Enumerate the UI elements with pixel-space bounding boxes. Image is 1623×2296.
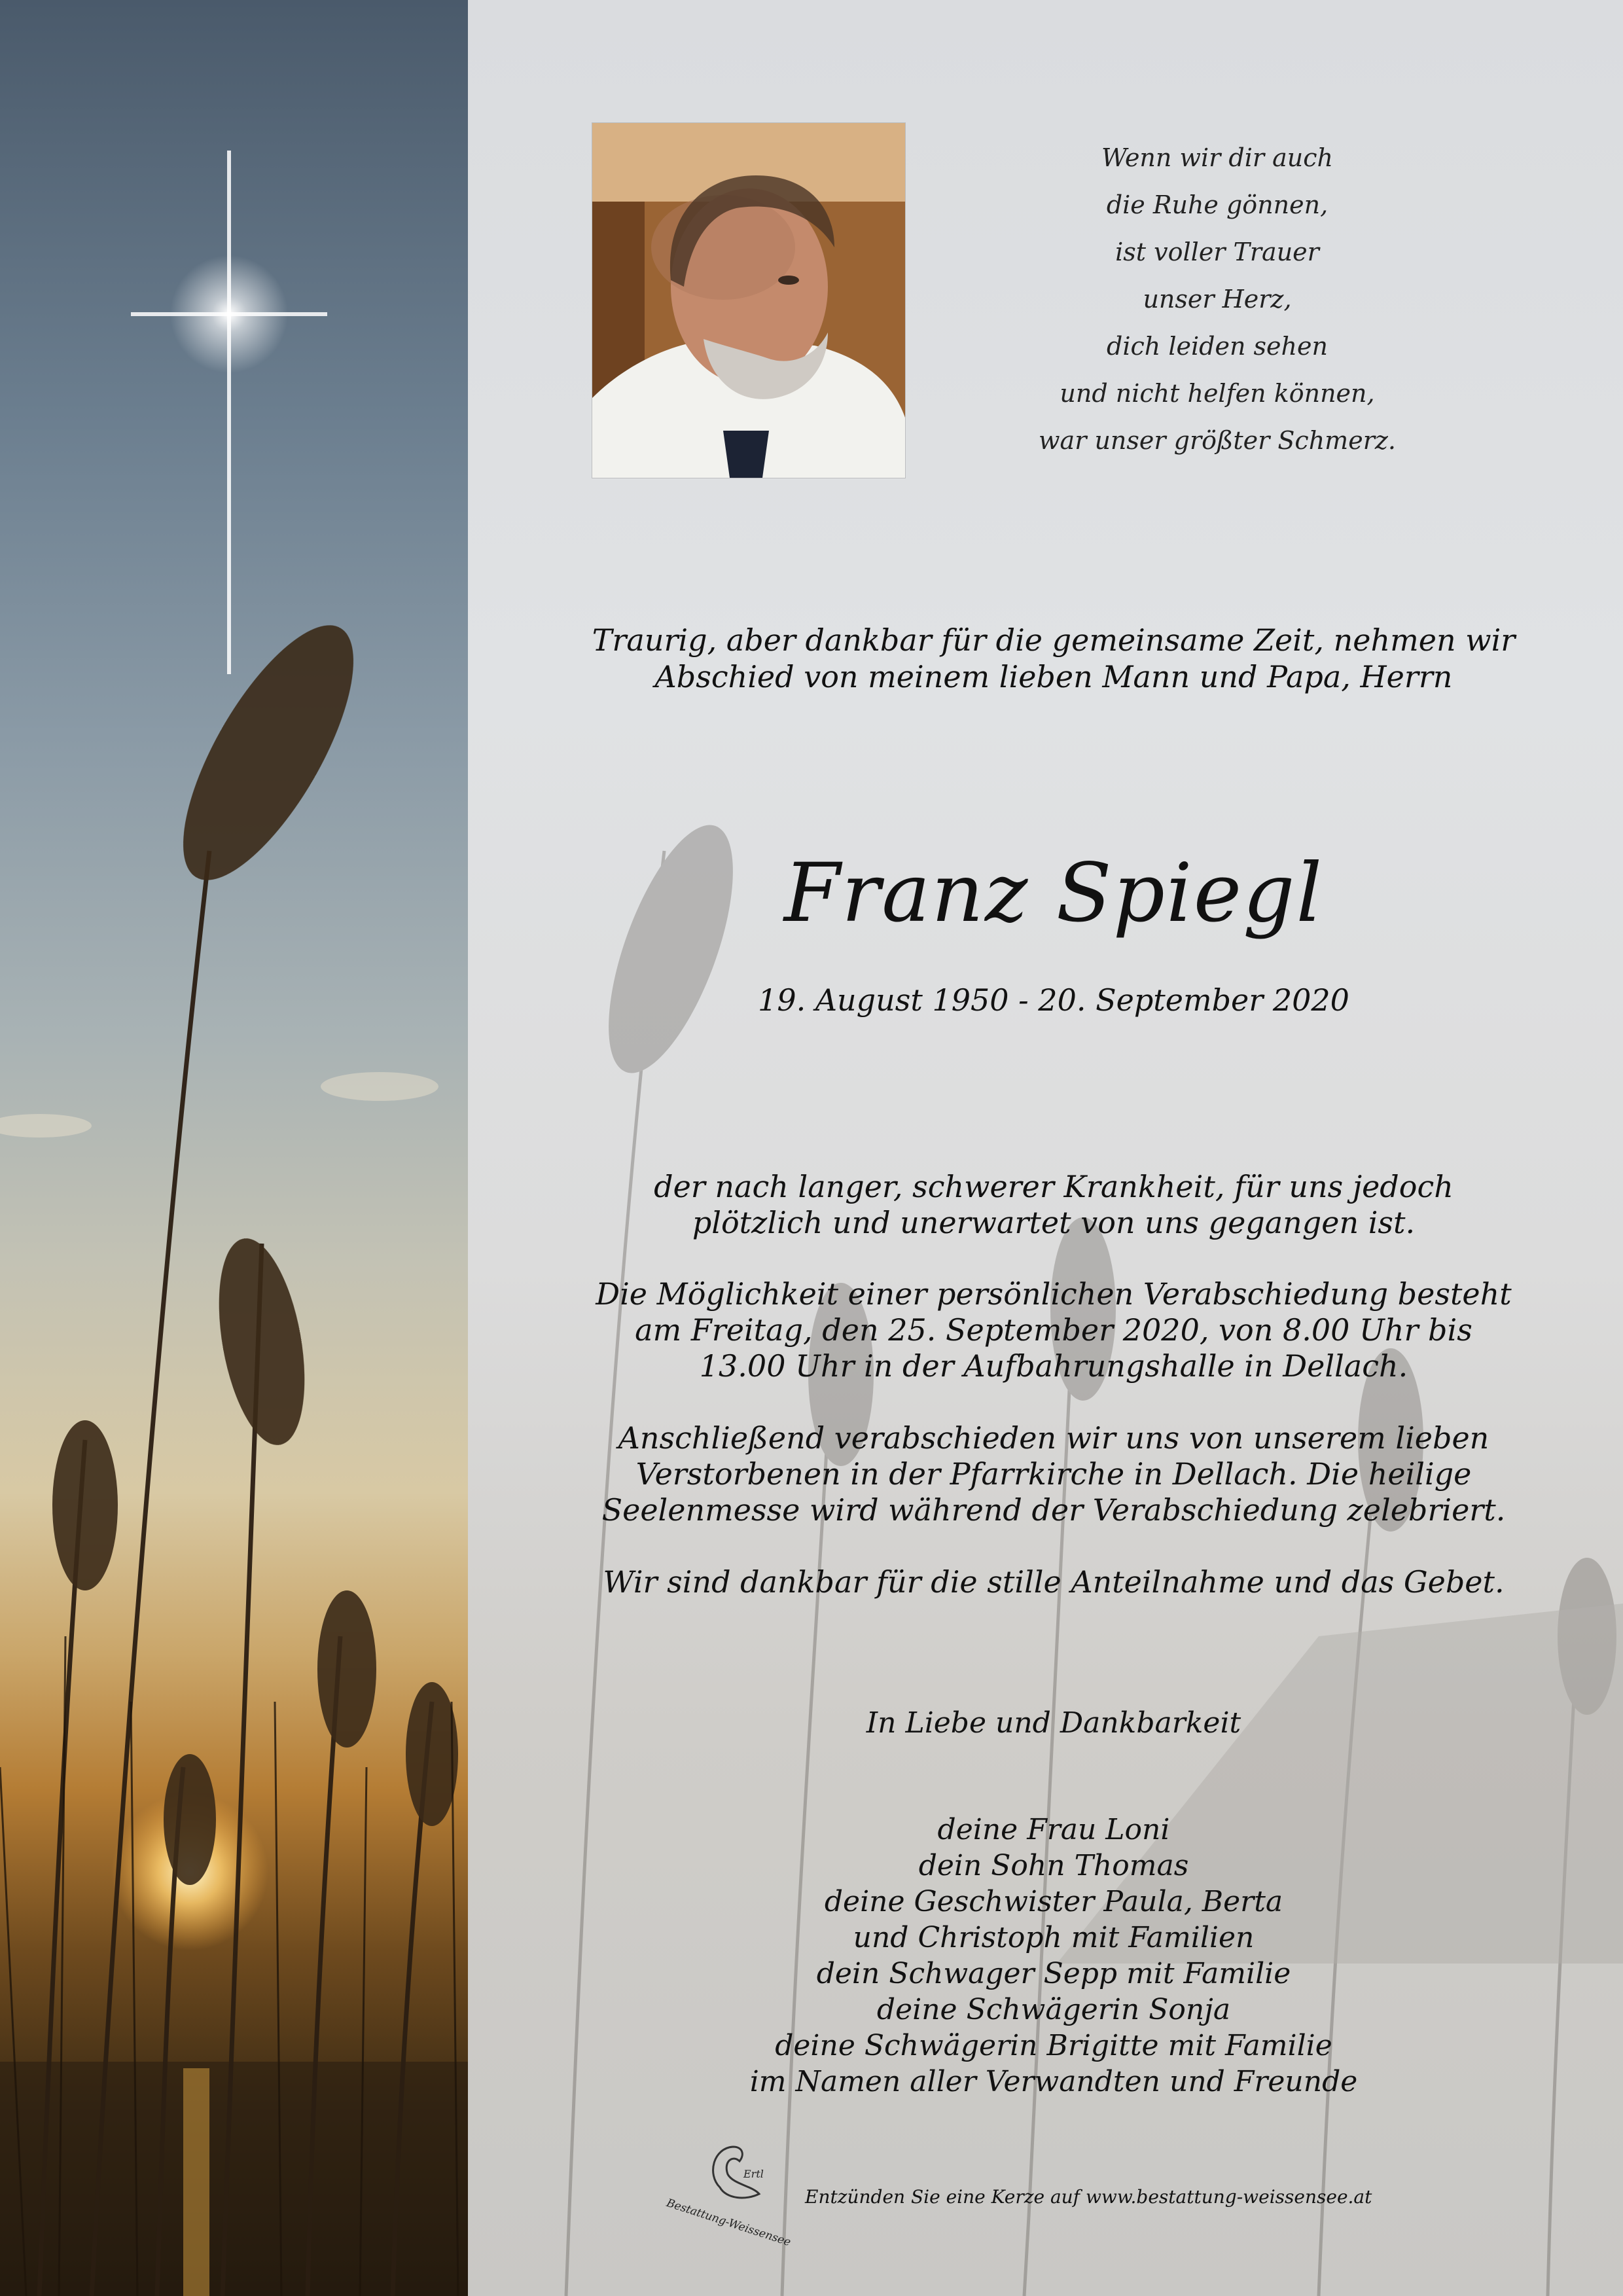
mourner-entry: und Christoph mit Familien xyxy=(853,1921,1255,1954)
portrait-photo xyxy=(592,123,905,478)
paragraph-line: am Freitag, den 25. September 2020, von 8.00 Uhr bis xyxy=(635,1312,1472,1348)
paragraph-line: der nach langer, schwerer Krankheit, für uns jedoch xyxy=(654,1169,1454,1204)
deceased-name: Franz Spiegl xyxy=(783,846,1324,941)
paragraph-thanks xyxy=(563,1564,1544,1600)
poem-line: die Ruhe gönnen, xyxy=(1106,190,1329,219)
mourner-entry: deine Geschwister Paula, Berta xyxy=(824,1885,1283,1918)
paragraph-line: plötzlich und unerwartet von uns gegangen ist. xyxy=(692,1205,1416,1240)
mourner-entry: deine Schwägerin Sonja xyxy=(876,1993,1231,2026)
poem-line: ist voller Trauer xyxy=(1115,238,1319,266)
paragraph-line: Seelenmesse wird während der Verabschiedung zelebriert. xyxy=(601,1492,1506,1528)
memorial-poem xyxy=(1001,134,1433,464)
logo-brand-text: Ertl xyxy=(743,2168,764,2180)
intro-text xyxy=(576,622,1531,695)
life-dates: 19. August 1950 - 20. September 2020 xyxy=(758,982,1349,1018)
intro-line: Abschied von meinem lieben Mann und Papa, Herrn xyxy=(654,659,1453,694)
mourner-entry: dein Sohn Thomas xyxy=(918,1849,1189,1882)
closing-phrase: In Liebe und Dankbarkeit xyxy=(866,1706,1241,1740)
mourner-entry: dein Schwager Sepp mit Familie xyxy=(816,1957,1291,1990)
mourner-entry: deine Frau Loni xyxy=(937,1813,1170,1846)
poem-line: war unser größter Schmerz. xyxy=(1039,426,1396,455)
poem-line: dich leiden sehen xyxy=(1107,332,1328,361)
paragraph-funeral-mass xyxy=(563,1420,1544,1528)
paragraph-line: Verstorbenen in der Pfarrkirche in Dellach. Die heilige xyxy=(635,1456,1472,1492)
paragraph-passing xyxy=(563,1169,1544,1241)
logo-name-text: Bestattung-Weissensee xyxy=(664,2197,793,2250)
poem-line: Wenn wir dir auch xyxy=(1101,143,1333,172)
mourners-list xyxy=(628,1812,1479,2100)
portrait-image xyxy=(592,123,905,478)
paragraph-line: Anschließend verabschieden wir uns von unserem lieben xyxy=(618,1420,1489,1456)
reeds-silhouette-image xyxy=(0,0,468,2296)
paragraph-line: Wir sind dankbar für die stille Anteilnahme und das Gebet. xyxy=(603,1564,1505,1600)
mourner-entry: deine Schwägerin Brigitte mit Familie xyxy=(775,2029,1332,2062)
paragraph-line: 13.00 Uhr in der Aufbahrungshalle in Dellach. xyxy=(699,1348,1408,1384)
poem-line: unser Herz, xyxy=(1143,285,1292,314)
star-cross-icon xyxy=(131,151,327,674)
decorative-photo-reeds-sunset xyxy=(0,0,468,2296)
paragraph-line: Die Möglichkeit einer persönlichen Verabschiedung besteht xyxy=(596,1276,1512,1312)
poem-line: und nicht helfen können, xyxy=(1060,379,1375,408)
candle-link-text[interactable]: Entzünden Sie eine Kerze auf www.bestattung-weissensee.at xyxy=(805,2186,1372,2208)
mourner-entry: im Namen aller Verwandten und Freunde xyxy=(749,2065,1358,2098)
paragraph-viewing xyxy=(563,1276,1544,1384)
intro-line: Traurig, aber dankbar für die gemeinsame Zeit, nehmen wir xyxy=(592,622,1516,658)
